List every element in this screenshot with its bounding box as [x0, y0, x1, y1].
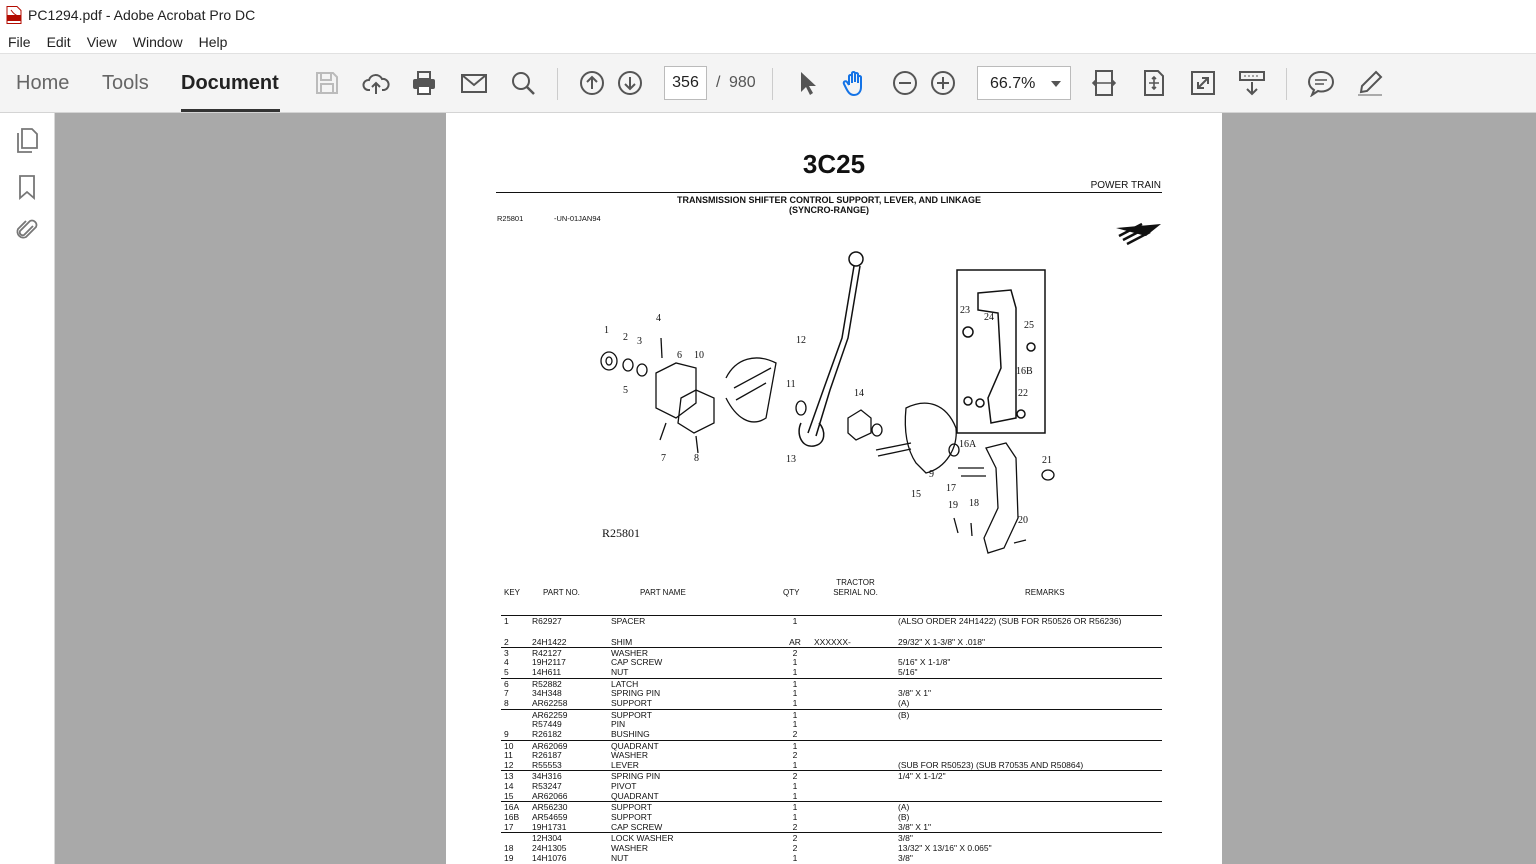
table-row: [501, 781, 1162, 791]
table-row: [501, 719, 1162, 729]
cell-qty: 1: [792, 791, 798, 802]
callout-15: 15: [911, 489, 921, 500]
callout-10: 10: [694, 350, 704, 361]
col-part-no: PART NO.: [543, 588, 580, 597]
cell-part-no: AR54659: [532, 811, 568, 822]
cell-part-name: SUPPORT: [611, 698, 652, 709]
callout-9: 9: [929, 469, 934, 480]
section-label: POWER TRAIN: [1090, 180, 1161, 191]
cell-part-no: AR62069: [532, 740, 568, 751]
cell-part-no: 34H316: [532, 771, 562, 782]
cell-part-no: R55553: [532, 760, 562, 771]
table-row: [501, 698, 1162, 708]
cell-part-no: 24H1422: [532, 636, 567, 647]
col-serial-line2: SERIAL NO.: [833, 588, 878, 597]
cell-qty: 1: [792, 688, 798, 699]
table-row: [501, 801, 1162, 811]
callout-18: 18: [969, 498, 979, 509]
cell-part-no: R26182: [532, 729, 562, 740]
callout-25: 25: [1024, 320, 1034, 331]
toolbar: [0, 54, 1536, 113]
table-row: [501, 812, 1162, 822]
fit-page-button[interactable]: [1139, 68, 1169, 98]
table-row: [501, 843, 1162, 853]
callout-17: 17: [946, 483, 956, 494]
envelope-icon: [460, 69, 488, 97]
front-arrow-icon: [1116, 224, 1161, 244]
page-number-input[interactable]: [664, 66, 707, 100]
cell-key: 16A: [504, 802, 520, 813]
scroll-mode-icon: [1238, 69, 1266, 97]
col-qty: QTY: [783, 588, 800, 597]
zoom-out-button[interactable]: [890, 68, 920, 98]
print-button[interactable]: [409, 68, 439, 98]
cell-key: 7: [504, 688, 509, 699]
cell-part-name: SUPPORT: [611, 709, 652, 720]
pen-icon: [1356, 69, 1384, 97]
cell-qty: 1: [792, 678, 798, 689]
cloud-upload-icon: [362, 69, 390, 97]
comment-bubble-icon: [1307, 69, 1335, 97]
col-part-name: PART NAME: [640, 588, 686, 597]
cell-key: 3: [504, 647, 509, 658]
cell-key: 16B: [504, 811, 520, 822]
table-row: [501, 791, 1162, 801]
cell-remarks: 5/16": [898, 667, 918, 678]
callout-21: 21: [1042, 455, 1052, 466]
callout-16a: 16A: [959, 439, 977, 450]
cell-part-name: LOCK WASHER: [611, 833, 674, 844]
scrolling-mode-button[interactable]: [1237, 68, 1267, 98]
cell-part-no: 12H304: [532, 833, 562, 844]
arrow-down-circle-icon: [616, 69, 644, 97]
cell-remarks: 3/8" X 1": [898, 821, 931, 832]
total-pages: 980: [729, 74, 756, 91]
cell-part-name: PIN: [611, 718, 626, 729]
toolbar-separator: [772, 68, 773, 100]
callout-6: 6: [677, 350, 682, 361]
callout-4: 4: [656, 313, 661, 324]
chevron-down-icon: [1051, 81, 1061, 87]
cell-part-name: CAP SCREW: [611, 821, 663, 832]
cell-key: 4: [504, 657, 509, 668]
title-line: TRANSMISSION SHIFTER CONTROL SUPPORT, LEVER, AND LINKAGE: [676, 195, 982, 205]
cell-qty: 1: [792, 802, 798, 813]
table-row: [501, 822, 1162, 832]
minus-circle-icon: [891, 69, 919, 97]
callout-16b: 16B: [1016, 366, 1033, 377]
callout-11: 11: [786, 379, 796, 390]
cell-key: 5: [504, 667, 509, 678]
cursor-arrow-icon: [793, 69, 821, 97]
cell-qty: AR: [789, 636, 801, 647]
detail-inset-box: [957, 270, 1045, 433]
table-row: [501, 616, 1162, 637]
tab-document[interactable]: Document: [181, 72, 279, 94]
cell-qty: 1: [792, 616, 798, 626]
table-row: [501, 647, 1162, 657]
reference-date-code: -UN-01JAN94: [554, 214, 601, 223]
diagram-reference-label: R25801: [602, 526, 641, 540]
title-bar: [0, 0, 1536, 30]
cell-part-name: WASHER: [611, 749, 648, 760]
expand-icon: [1189, 69, 1217, 97]
callout-2: 2: [623, 332, 628, 343]
attachment-paperclip-icon[interactable]: [13, 216, 41, 244]
document-canvas[interactable]: [55, 113, 1536, 864]
callout-8: 8: [694, 453, 699, 464]
cell-part-name: SPRING PIN: [611, 688, 661, 699]
col-key: KEY: [504, 588, 521, 597]
cell-remarks: 1/4" X 1-1/2": [898, 771, 946, 782]
cell-key: 10: [504, 740, 514, 751]
header-rule: [496, 192, 1162, 193]
toolbar-separator: [557, 68, 558, 100]
exploded-parts-diagram: [586, 218, 1172, 558]
cell-key: 12: [504, 760, 514, 771]
save-button[interactable]: [312, 68, 342, 98]
cell-qty: 1: [792, 740, 798, 751]
cell-serial: XXXXXX-: [814, 636, 851, 647]
page-separator: /: [716, 74, 721, 91]
table-row: [501, 729, 1162, 739]
callout-19: 19: [948, 500, 958, 511]
title-subline: (SYNCRO-RANGE): [789, 205, 869, 215]
cell-part-name: QUADRANT: [611, 740, 659, 751]
parts-table-body: [501, 616, 1162, 863]
next-page-button[interactable]: [615, 68, 645, 98]
callout-22: 22: [1018, 388, 1028, 399]
menu-edit[interactable]: Edit: [46, 33, 71, 50]
cell-part-no: 24H1305: [532, 842, 567, 853]
tab-tools[interactable]: Tools: [102, 72, 149, 94]
printer-icon: [410, 69, 438, 97]
menu-file[interactable]: File: [8, 33, 31, 50]
callout-7: 7: [661, 453, 666, 464]
table-row: [501, 667, 1162, 677]
cell-part-no: R62927: [532, 616, 562, 626]
cell-qty: 1: [792, 760, 798, 771]
table-row: [501, 853, 1162, 863]
cell-part-no: AR56230: [532, 802, 568, 813]
previous-page-button[interactable]: [577, 68, 607, 98]
cell-part-name: PIVOT: [611, 780, 637, 791]
cell-part-name: WASHER: [611, 842, 648, 853]
cell-remarks: 3/8" X 1": [898, 688, 931, 699]
fit-page-icon: [1140, 69, 1168, 97]
zoom-value: 66.7%: [990, 75, 1036, 92]
cell-part-name: NUT: [611, 852, 629, 863]
cell-qty: 1: [792, 667, 798, 678]
cell-key: 19: [504, 852, 514, 863]
cell-part-name: SPRING PIN: [611, 771, 661, 782]
cell-part-name: SPACER: [611, 616, 646, 626]
menu-help[interactable]: Help: [198, 33, 228, 50]
cell-part-no: AR62258: [532, 698, 568, 709]
search-button[interactable]: [508, 68, 538, 98]
cell-key: 8: [504, 698, 509, 709]
cell-key: 17: [504, 821, 514, 832]
cell-part-name: SUPPORT: [611, 802, 652, 813]
cell-part-name: SHIM: [611, 636, 633, 647]
cell-part-no: R52882: [532, 678, 562, 689]
cell-key: 14: [504, 780, 514, 791]
cell-qty: 1: [792, 709, 798, 720]
search-icon: [509, 69, 537, 97]
table-row: [501, 740, 1162, 750]
hand-tool-button[interactable]: [840, 68, 870, 98]
hand-icon: [841, 69, 869, 97]
cell-part-no: R53247: [532, 780, 562, 791]
cell-remarks: (B): [898, 811, 910, 822]
cell-remarks: (ALSO ORDER 24H1422) (SUB FOR R50526 OR R56236): [898, 616, 1122, 626]
tab-home[interactable]: Home: [16, 72, 70, 94]
cell-part-name: WASHER: [611, 647, 648, 658]
cell-part-no: 34H348: [532, 688, 562, 699]
cell-qty: 1: [792, 852, 798, 863]
table-row: [501, 637, 1162, 647]
select-tool-button[interactable]: [792, 68, 822, 98]
cell-key: 18: [504, 842, 514, 853]
cell-remarks: 29/32" X 1-3/8" X .018": [898, 636, 986, 647]
table-row: [501, 657, 1162, 667]
cell-qty: 2: [792, 771, 798, 782]
email-button[interactable]: [459, 68, 489, 98]
menu-window[interactable]: Window: [132, 33, 183, 50]
cell-part-no: AR62066: [532, 791, 568, 802]
cell-remarks: 5/16" X 1-1/8": [898, 657, 951, 668]
menu-bar: [0, 30, 1536, 54]
cell-qty: 1: [792, 811, 798, 822]
cell-remarks: (A): [898, 698, 910, 709]
cell-remarks: (B): [898, 709, 910, 720]
center-quadrant-drawing: [796, 401, 959, 473]
callout-5: 5: [623, 385, 628, 396]
upload-cloud-button[interactable]: [361, 68, 391, 98]
cell-qty: 2: [792, 842, 798, 853]
cell-qty: 2: [792, 821, 798, 832]
col-remarks: REMARKS: [1025, 588, 1065, 597]
cell-part-name: LEVER: [611, 760, 639, 771]
table-row: [501, 770, 1162, 780]
shift-lever-drawing: [799, 252, 863, 446]
table-row: [501, 678, 1162, 688]
cell-part-name: LATCH: [611, 678, 639, 689]
cell-remarks: (A): [898, 802, 910, 813]
comment-button[interactable]: [1306, 68, 1336, 98]
full-screen-button[interactable]: [1188, 68, 1218, 98]
cell-part-no: 14H1076: [532, 852, 567, 863]
cell-key: 13: [504, 771, 514, 782]
cell-remarks: (SUB FOR R50523) (SUB R70535 AND R50864): [898, 760, 1084, 771]
callout-23: 23: [960, 305, 970, 316]
cell-part-name: NUT: [611, 667, 629, 678]
cell-part-no: 14H611: [532, 667, 562, 678]
table-row: [501, 832, 1162, 842]
bookmark-icon[interactable]: [13, 173, 41, 201]
fit-width-button[interactable]: [1089, 68, 1119, 98]
table-row: [501, 688, 1162, 698]
menu-view[interactable]: View: [86, 33, 117, 50]
table-row: [501, 760, 1162, 770]
cell-key: 11: [504, 749, 513, 760]
cell-qty: 2: [792, 749, 798, 760]
cell-part-no: 19H2117: [532, 657, 566, 668]
cell-key: 2: [504, 636, 509, 647]
cell-part-name: SUPPORT: [611, 811, 652, 822]
col-serial-line1: TRACTOR: [836, 578, 875, 587]
callout-13: 13: [786, 454, 796, 465]
cell-key: 15: [504, 791, 514, 802]
reference-number: R25801: [497, 214, 524, 223]
cell-remarks: 3/8": [898, 852, 913, 863]
cell-key: 9: [504, 729, 509, 740]
cell-qty: 2: [792, 729, 798, 740]
pdf-file-icon: [6, 6, 22, 24]
table-row: [501, 750, 1162, 760]
cell-remarks: 3/8": [898, 833, 913, 844]
cell-qty: 2: [792, 833, 798, 844]
cell-qty: 1: [792, 718, 798, 729]
left-navigation-rail: [0, 113, 55, 864]
callout-20: 20: [1018, 515, 1028, 526]
callout-1: 1: [604, 325, 609, 336]
toolbar-separator: [1286, 68, 1287, 100]
cell-remarks: 13/32" X 13/16" X 0.065": [898, 842, 992, 853]
parts-table-header: [501, 577, 1162, 615]
callout-14: 14: [854, 388, 864, 399]
zoom-in-button[interactable]: [928, 68, 958, 98]
callout-24: 24: [984, 312, 994, 323]
cell-part-name: BUSHING: [611, 729, 650, 740]
highlight-button[interactable]: [1355, 68, 1385, 98]
cell-part-name: CAP SCREW: [611, 657, 663, 668]
cell-key: 1: [504, 616, 509, 626]
cell-qty: 1: [792, 657, 798, 668]
cell-part-no: R42127: [532, 647, 562, 658]
save-icon: [313, 69, 341, 97]
plus-circle-icon: [929, 69, 957, 97]
arrow-up-circle-icon: [578, 69, 606, 97]
page-thumbnails-icon[interactable]: [13, 127, 41, 155]
pdf-page: [446, 113, 1222, 864]
cell-part-name: QUADRANT: [611, 791, 659, 802]
cell-qty: 1: [792, 780, 798, 791]
page-title: [446, 195, 1212, 215]
cell-part-no: AR62259: [532, 709, 568, 720]
page-code: 3C25: [802, 149, 866, 179]
callout-12: 12: [796, 335, 806, 346]
cell-key: 6: [504, 678, 509, 689]
cell-part-no: R26187: [532, 749, 562, 760]
cell-qty: 1: [792, 698, 798, 709]
cell-part-no: R57449: [532, 718, 562, 729]
cell-qty: 2: [792, 647, 798, 658]
zoom-select[interactable]: [977, 66, 1071, 100]
cell-part-no: 19H1731: [532, 821, 567, 832]
active-tab-indicator: [181, 109, 280, 112]
callout-3: 3: [637, 336, 642, 347]
table-row: [501, 709, 1162, 719]
fit-width-icon: [1090, 69, 1118, 97]
window-title: PC1294.pdf - Adobe Acrobat Pro DC: [28, 7, 256, 23]
